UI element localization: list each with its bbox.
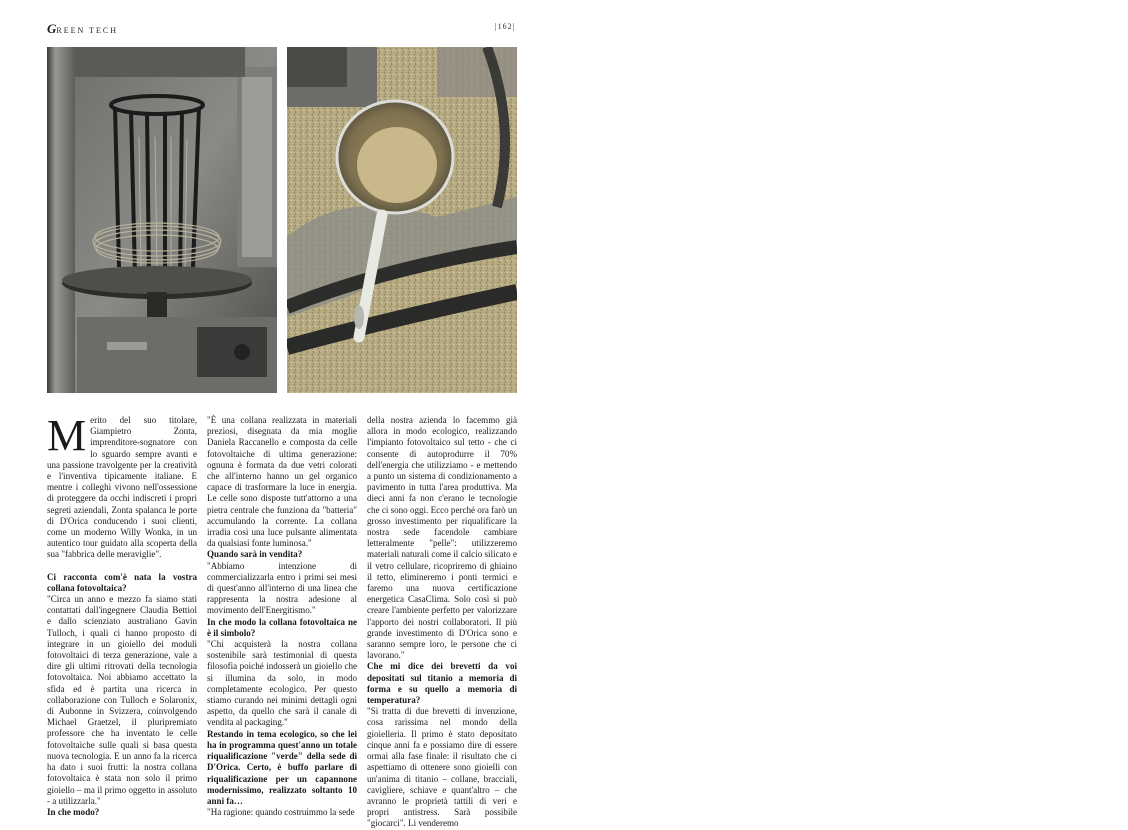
header-brand-rest: REEN TECH — [56, 26, 119, 35]
sieve-with-granules-photo — [287, 47, 517, 393]
wire-spool-cage-photo — [47, 47, 277, 393]
header-brand-initial: G — [47, 21, 57, 36]
intro-text: erito del suo titolare, Giampietro Zonta, imprenditore-sognatore con lo sguardo sempre avanti e una passione travolgente per la creatività e l'inventiva tipicamente italiane. E mentre i colleghi vivono nell'ossessione di proteggere da occhi indiscreti i propri segreti aziendali, Zonta spalanca le porte di D'Orica conducendo i suoi clienti, come un moderno Willy Wonka, in un autentico tour guidato alla scoperta della sua "fabbrica delle meraviglie". — [47, 415, 197, 560]
intro-paragraph — [47, 411, 197, 561]
drop-cap: M — [47, 411, 87, 460]
answer-paragraph: "Abbiamo intenzione di commercializzarla entro i primi sei mesi di quest'anno all'interno di una linea che rappresenta la nostra adesione al movimento dell'Energitismo." — [207, 560, 357, 616]
answer-paragraph: "Circa un anno e mezzo fa siamo stati contattati dall'ingegnere Claudia Bettiol e dallo scienziato australiano Gavin Tulloch, i quali ci hanno proposto di integrare in un gioiello dei moduli fotovoltaici di terza generazione, vale a dire gli ultimi ritrovati della tecnologia fotovoltaica. Noi abbiamo accettato la sfida ed è partita una ricerca in collaborazione con Tulloch e Solaronix, di Aubonne in Svizzera, coinvolgendo Michael Graetzel, il pluripremiato professore che ha inventato le celle fotovoltaiche sulle quali si basa questa nuova tecnologia. E un anno fa la ricerca ha dato i suoi frutti: la nostra collana fotovoltaica è stata non solo il primo gioiello – ma il primo oggetto in assoluto - a utilizzarla." — [47, 594, 197, 806]
question-heading: Che mi dice dei brevetti da voi depositati sul titanio a memoria di forma e su quello a memoria di temperatura? — [367, 661, 517, 706]
answer-paragraph: "Si tratta di due brevetti di invenzione, cosa rarissima nel mondo della gioielleria. Il primo è stato depositato cinque anni fa e possiamo dire di essere ormai alla fase finale: il risultato che ci aspettiamo di ottenere sono gioielli con un'anima di titanio – collane, bracciali, cavigliere, schiave e quant'altro – che avranno le proprietà tattili di veri e propri antistress. Sarà possibile "giocarci". Li venderemo — [367, 706, 517, 829]
page-number: |162| — [495, 22, 516, 31]
question-heading: Ci racconta com'è nata la vostra collana fotovoltaica? — [47, 571, 197, 593]
answer-paragraph: "Ha ragione: quando costruimmo la sede — [207, 807, 355, 818]
answer-paragraph: "È una collana realizzata in materiali preziosi, disegnata da mia moglie Daniela Raccanello e composta da celle fotovoltaiche di ultima generazione: ognuna è formata da due vetri colorati che all'interno hanno un gel organico capace di trasformare la luce in energia. Le celle sono disposte tutt'attorno a una pietra centrale che funziona da "batteria" accumulando la corrente. La collana irradia così una luce pulsante alimentata da qualsiasi fonte luminosa." — [207, 415, 357, 549]
article-column-2 — [207, 415, 357, 818]
answer-paragraph: "Chi acquisterà la nostra collana sostenibile sarà testimonial di questa filosofia poiché indosserà un gioiello che si illumina da solo, in modo completamente ecologico. Per questo stiamo curando nei minimi dettagli ogni aspetto, da quello che sarà il canale di vendita al packaging." — [207, 639, 357, 728]
question-heading: Quando sarà in vendita? — [207, 549, 303, 560]
question-heading: Restando in tema ecologico, so che lei ha in programma quest'anno un totale riqualificazione "verde" della sede di D'Orica. Certo, è buffo parlare di riqualificazione per un capannone modernissimo, realizzato soltanto 10 anni fa… — [207, 728, 357, 806]
magazine-section-header — [47, 21, 118, 37]
question-heading: In che modo la collana fotovoltaica ne è il simbolo? — [207, 616, 357, 638]
question-heading: In che modo? — [47, 806, 100, 817]
article-column-1 — [47, 411, 197, 818]
answer-paragraph: della nostra azienda lo facemmo già allora in modo ecologico, realizzando l'impianto fotovoltaico sul tetto - che ci consente di autoprodurre il 70% dell'energia che utilizziamo - e mettendo a punto un sistema di condizionamento a pavimento in tutta l'area produttiva. Ma dieci anni fa non c'erano le tecnologie che ci sono oggi. Ecco perché ora farò un grosso investimento per riqualificare la nostra sede facendole cambiare letteralmente "pelle": utilizzeremo materiali naturali come il calcio silicato e il vetro cellulare, ricopriremo di ghiaino il tetto, elimineremo i ponti termici e faremo una nuova certificazione energetica CasaClima. Solo così si può creare l'ambiente perfetto per valorizzare l'apporto dei nostri collaboratori. Il più grande investimento di D'Orica sono e saranno sempre loro, le persone che ci lavorano." — [367, 415, 517, 661]
article-column-3 — [367, 415, 517, 830]
